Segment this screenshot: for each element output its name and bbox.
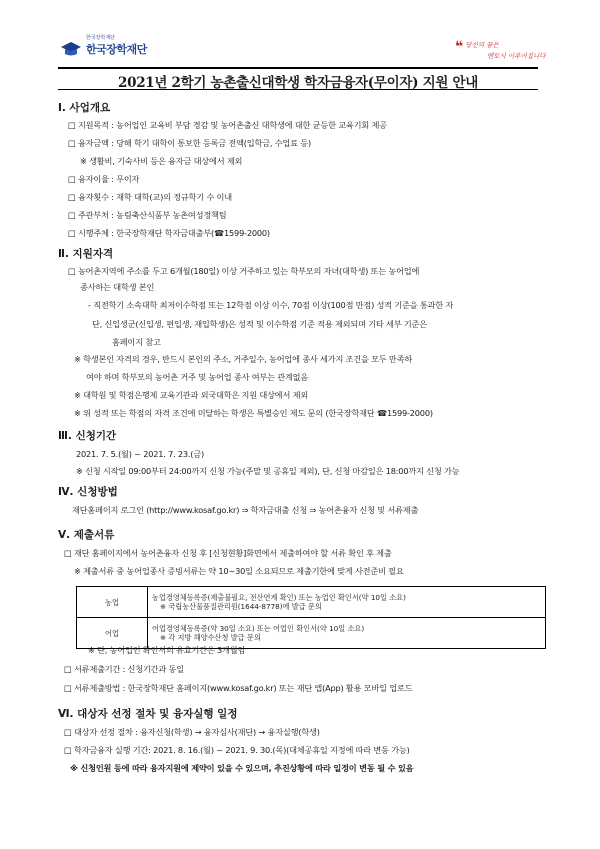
- s5-line-4: □ 서류제출방법 : 한국장학재단 홈페이지(www.kosaf.go.kr) 또는 재단 앱(App) 활용 모바일 업로드: [64, 683, 413, 693]
- table-cell-line-1: 농업경영체등록증(제출불필요, 전산연계 확인) 또는 농업인 확인서(약 10일 소요): [152, 593, 406, 602]
- title-rule-top: [58, 67, 538, 69]
- s4-method: 재단홈페이지 로그인 (http://www.kosaf.go.kr) ⇒ 학자금대출 신청 ⇒ 농어촌융자 신청 및 서류제출: [72, 505, 419, 515]
- s2-note-1b: 여야 하며 학부모의 농어촌 거주 및 농어업 종사 여부는 관계없음: [86, 372, 309, 382]
- slogan-line-1: 당신의 꿈은: [465, 41, 499, 49]
- slogan-line-2: 멘토시 이루어집니다: [487, 52, 546, 60]
- s6-line-1: □ 대상자 선정 절차 : 융자신청(학생) → 융자심사(재단) → 융자실행(학생): [64, 727, 320, 737]
- quote-mark-icon: ❝: [455, 39, 464, 55]
- logo-text: 한국장학재단: [86, 43, 147, 56]
- table-cell-line-2: ※ 국립농산물품질관리원(1644-8778)에 발급 문의: [160, 602, 322, 611]
- s3-note: ※ 신청 시작일 09:00부터 24:00까지 신청 가능(주말 및 공휴일 제외), 단, 신청 마감일은 18:00까지 신청 가능: [76, 466, 460, 476]
- kosaf-logo: [60, 35, 147, 57]
- section-2-heading: Ⅱ. 지원자격: [58, 248, 114, 260]
- s3-period: 2021. 7. 5.(월) ~ 2021. 7. 23.(금): [76, 449, 205, 459]
- graduation-cap-icon: [60, 41, 82, 57]
- s1-rate: □ 융자이율 : 무이자: [68, 174, 140, 184]
- s5-note: ※ 단, 농어업인 확인서의 유효기간은 3개월임: [88, 645, 246, 655]
- section-1-heading: Ⅰ. 사업개요: [58, 102, 111, 114]
- table-cell-line-2: ※ 각 지방 해양수산청 발급 문의: [160, 633, 261, 642]
- logo-small-text: 한국장학재단: [86, 35, 115, 41]
- table-row: [77, 618, 546, 649]
- section-3-heading: Ⅲ. 신청기간: [58, 430, 117, 442]
- s2-line-1: □ 농어촌지역에 주소를 두고 6개월(180일) 이상 거주하고 있는 학부모의 자녀(대학생) 또는 농어업에: [68, 266, 420, 276]
- s2-note-1: ※ 학생본인 자격의 경우, 반드시 본인의 주소, 거주일수, 농어업에 종사 세가지 조건을 모두 만족하: [74, 354, 413, 364]
- s6-note: ※ 신청인원 등에 따라 융자지원에 제약이 있을 수 있으며, 추진상황에 따라 일정이 변동 될 수 있음: [70, 763, 414, 773]
- s1-purpose: □ 지원목적 : 농어업인 교육비 부담 경감 및 농어촌출신 대학생에 대한 균등한 교육기회 제공: [68, 120, 387, 130]
- table-cell: [148, 618, 546, 649]
- s1-amount: □ 융자금액 : 당해 학기 대학이 통보한 등록금 전액(입학금, 수업료 등): [68, 138, 311, 148]
- s1-ministry: □ 주관부처 : 농림축산식품부 농촌여성정책팀: [68, 210, 227, 220]
- s1-amount-note: ※ 생활비, 기숙사비 등은 융자금 대상에서 제외: [80, 156, 243, 166]
- slogan: [455, 41, 565, 61]
- s1-count: □ 융자횟수 : 재학 대학(교)의 정규학기 수 이내: [68, 192, 232, 202]
- documents-table: [76, 586, 546, 649]
- section-5-heading: Ⅴ. 제출서류: [58, 529, 115, 541]
- s2-line-3: - 직전학기 소속대학 최저이수학점 또는 12학점 이상 이수, 70점 이상(100점 만점) 성적 기준을 통과한 자: [88, 300, 454, 310]
- s2-line-4: 홈페이지 참고: [112, 337, 161, 347]
- table-cell-line-1: 어업경영체등록증(약 30일 소요) 또는 어업인 확인서(약 10일 소요): [152, 624, 365, 633]
- s5-line-1: □ 재단 홈페이지에서 농어촌융자 신청 후 [신청현황]화면에서 제출하여야 할 서류 확인 후 제출: [64, 548, 392, 558]
- s5-line-3: □ 서류제출기간 : 신청기간과 동일: [64, 664, 184, 674]
- s2-line-3b: 단, 신입생군(신입생, 편입생, 재입학생)은 성적 및 이수학점 기준 적용 제외되며 기타 세부 기준은: [92, 319, 427, 329]
- table-label: 농업: [77, 587, 148, 618]
- title-box: [58, 67, 538, 91]
- section-6-heading: Ⅵ. 대상자 선정 절차 및 융자실행 일정: [58, 708, 238, 720]
- table-label: 어업: [77, 618, 148, 649]
- s5-line-2: ※ 제출서류 중 농어업종사 증빙서류는 약 10~30일 소요되므로 제출기한에 맞게 사전준비 필요: [74, 566, 404, 576]
- title-rule-bottom: [58, 89, 538, 90]
- s2-line-2: 종사하는 대학생 본인: [80, 282, 155, 292]
- s2-note-2: ※ 대학원 및 학점은행제 교육기관과 외국대학은 지원 대상에서 제외: [74, 390, 309, 400]
- table-cell: [148, 587, 546, 618]
- section-4-heading: Ⅳ. 신청방법: [58, 486, 118, 498]
- s1-operator: □ 시행주체 : 한국장학재단 학자금대출부(☎1599-2000): [68, 228, 270, 238]
- s2-note-3: ※ 위 성적 또는 학점의 자격 조건에 미달하는 학생은 특별승인 제도 문의 (한국장학재단 ☎1599-2000): [74, 408, 433, 418]
- page-title: 2021년 2학기 농촌출신대학생 학자금융자(무이자) 지원 안내: [118, 75, 478, 91]
- s6-line-2: □ 학자금융자 실행 기간: 2021. 8. 16.(월) ~ 2021. 9. 30.(목)(대체공휴일 지정에 따라 변동 가능): [64, 745, 410, 755]
- table-row: [77, 587, 546, 618]
